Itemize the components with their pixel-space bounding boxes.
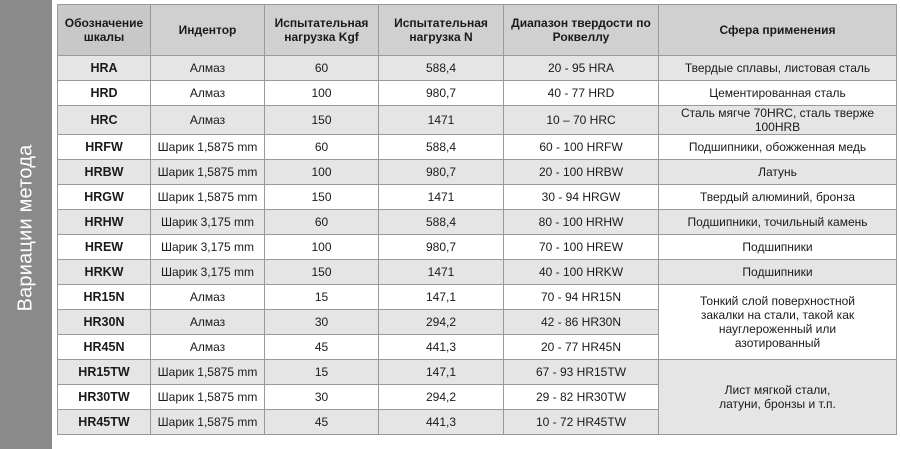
load-n-cell: 588,4 [379,135,504,160]
table-row [58,210,897,235]
application-cell: Твердые сплавы, листовая сталь [659,56,897,81]
table-row [58,260,897,285]
load-kgf-cell: 60 [265,56,379,81]
load-n-cell: 441,3 [379,410,504,435]
indenter-cell: Шарик 1,5875 mm [151,135,265,160]
load-n-cell: 588,4 [379,210,504,235]
indenter-cell: Алмаз [151,106,265,135]
indenter-cell: Алмаз [151,81,265,106]
side-band [0,0,52,449]
load-n-cell: 294,2 [379,310,504,335]
scale-cell: HRD [58,81,151,106]
load-kgf-cell: 60 [265,135,379,160]
table-row [58,56,897,81]
range-cell: 40 - 77 HRD [504,81,659,106]
application-cell-n-scales: Тонкий слой поверхностной закалки на стали, такой как науглероженный или азотированный [659,285,897,360]
table-row [58,106,897,135]
indenter-cell: Шарик 3,175 mm [151,260,265,285]
header-indenter: Индентор [151,5,265,56]
range-cell: 80 - 100 HRHW [504,210,659,235]
load-kgf-cell: 45 [265,335,379,360]
application-cell: Цементированная сталь [659,81,897,106]
scale-cell: HRBW [58,160,151,185]
indenter-cell: Шарик 3,175 mm [151,210,265,235]
scale-cell: HR30TW [58,385,151,410]
range-cell: 67 - 93 HR15TW [504,360,659,385]
scale-cell: HR45TW [58,410,151,435]
load-kgf-cell: 60 [265,210,379,235]
table-row [58,160,897,185]
scale-cell: HRHW [58,210,151,235]
table-row [58,235,897,260]
load-n-cell: 147,1 [379,360,504,385]
table-row [58,285,897,310]
rockwell-scales-table [57,4,897,435]
header-scale: Обозначение шкалы [58,5,151,56]
scale-cell: HRKW [58,260,151,285]
load-n-cell: 294,2 [379,385,504,410]
table-row [58,360,897,385]
load-kgf-cell: 100 [265,235,379,260]
scale-cell: HRC [58,106,151,135]
header-load-kgf: Испытательная нагрузка Kgf [265,5,379,56]
application-cell-tw-scales: Лист мягкой стали, латуни, бронзы и т.п. [659,360,897,435]
scale-cell: HRGW [58,185,151,210]
scale-cell: HR15N [58,285,151,310]
load-kgf-cell: 100 [265,160,379,185]
table-row [58,185,897,210]
load-n-cell: 1471 [379,260,504,285]
indenter-cell: Шарик 3,175 mm [151,235,265,260]
side-label: Вариации метода [14,144,37,312]
indenter-cell: Шарик 1,5875 mm [151,410,265,435]
load-kgf-cell: 30 [265,385,379,410]
load-n-cell: 980,7 [379,160,504,185]
range-cell: 29 - 82 HR30TW [504,385,659,410]
load-kgf-cell: 15 [265,360,379,385]
range-cell: 40 - 100 HRKW [504,260,659,285]
header-hardness-range: Диапазон твердости по Роквеллу [504,5,659,56]
load-n-cell: 147,1 [379,285,504,310]
load-n-cell: 1471 [379,106,504,135]
range-cell: 42 - 86 HR30N [504,310,659,335]
application-cell: Подшипники [659,260,897,285]
application-cell: Латунь [659,160,897,185]
indenter-cell: Шарик 1,5875 mm [151,360,265,385]
range-cell: 20 - 95 HRA [504,56,659,81]
scale-cell: HREW [58,235,151,260]
header-load-n: Испытательная нагрузка N [379,5,504,56]
table-row [58,135,897,160]
range-cell: 60 - 100 HRFW [504,135,659,160]
load-kgf-cell: 150 [265,185,379,210]
range-cell: 10 - 72 HR45TW [504,410,659,435]
range-cell: 20 - 100 HRBW [504,160,659,185]
range-cell: 70 - 100 HREW [504,235,659,260]
indenter-cell: Алмаз [151,310,265,335]
load-n-cell: 980,7 [379,81,504,106]
load-n-cell: 980,7 [379,235,504,260]
header-application: Сфера применения [659,5,897,56]
application-cell: Подшипники, точильный камень [659,210,897,235]
scale-cell: HR30N [58,310,151,335]
range-cell: 10 – 70 HRC [504,106,659,135]
load-kgf-cell: 45 [265,410,379,435]
load-kgf-cell: 150 [265,260,379,285]
range-cell: 70 - 94 HR15N [504,285,659,310]
indenter-cell: Шарик 1,5875 mm [151,385,265,410]
load-kgf-cell: 30 [265,310,379,335]
application-cell: Твердый алюминий, бронза [659,185,897,210]
table-row [58,81,897,106]
application-cell: Подшипники, обожженная медь [659,135,897,160]
load-n-cell: 441,3 [379,335,504,360]
header-row [58,5,897,56]
scale-cell: HR45N [58,335,151,360]
indenter-cell: Шарик 1,5875 mm [151,185,265,210]
scale-cell: HR15TW [58,360,151,385]
load-n-cell: 588,4 [379,56,504,81]
scale-cell: HRFW [58,135,151,160]
indenter-cell: Шарик 1,5875 mm [151,160,265,185]
range-cell: 30 - 94 HRGW [504,185,659,210]
load-kgf-cell: 150 [265,106,379,135]
load-kgf-cell: 15 [265,285,379,310]
scale-cell: HRA [58,56,151,81]
range-cell: 20 - 77 HR45N [504,335,659,360]
indenter-cell: Алмаз [151,285,265,310]
indenter-cell: Алмаз [151,56,265,81]
application-cell: Подшипники [659,235,897,260]
load-n-cell: 1471 [379,185,504,210]
application-cell: Сталь мягче 70HRC, сталь тверже 100HRB [659,106,897,135]
indenter-cell: Алмаз [151,335,265,360]
load-kgf-cell: 100 [265,81,379,106]
